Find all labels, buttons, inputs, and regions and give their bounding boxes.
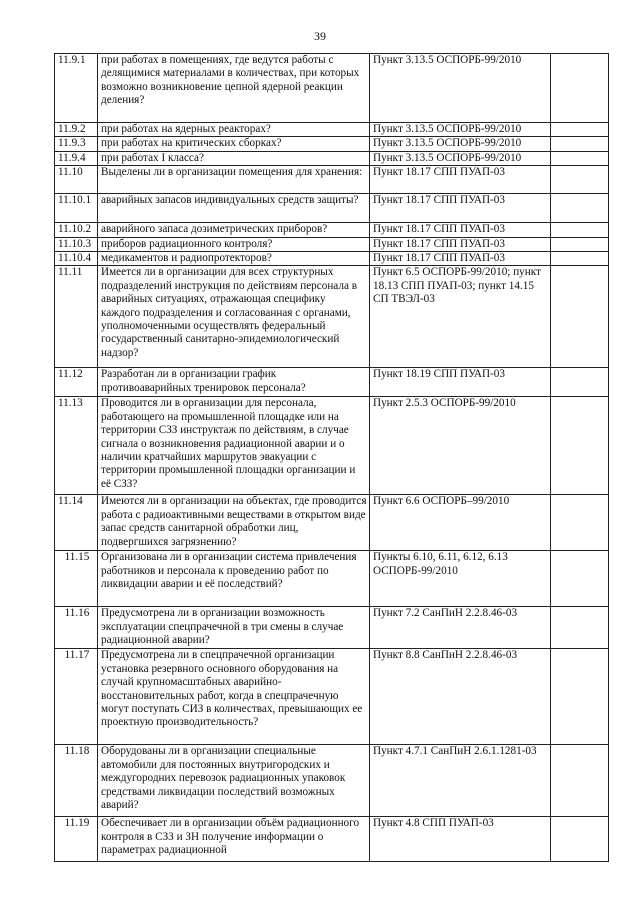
table-row — [55, 649, 609, 745]
table-row — [55, 266, 609, 368]
note-cell — [551, 368, 609, 397]
table-row — [55, 151, 609, 165]
item-number: 11.9.1 — [55, 54, 98, 123]
note-cell — [551, 194, 609, 223]
item-number: 11.10.4 — [55, 252, 98, 266]
item-number: 11.12 — [55, 368, 98, 397]
note-cell — [551, 551, 609, 607]
reference-text: Пункты 6.10, 6.11, 6.12, 6.13 ОСПОРБ-99/2010 — [370, 551, 551, 607]
note-cell — [551, 397, 609, 495]
table-row — [55, 252, 609, 266]
reference-text: Пункт 3.13.5 ОСПОРБ-99/2010 — [370, 151, 551, 165]
question-text: Имеются ли в организации на объектах, где проводится работа с радиоактивными веществами в открытом виде запас средств санитарной обработки лиц, подвергшихся загрязнению? — [98, 495, 370, 551]
note-cell — [551, 817, 609, 862]
reference-text: Пункт 6.6 ОСПОРБ–99/2010 — [370, 495, 551, 551]
note-cell — [551, 649, 609, 745]
reference-text: Пункт 8.8 СанПиН 2.2.8.46-03 — [370, 649, 551, 745]
reference-text: Пункт 18.17 СПП ПУАП-03 — [370, 166, 551, 194]
checklist-table — [54, 53, 609, 862]
question-text: аварийных запасов индивидуальных средств защиты? — [98, 194, 370, 223]
note-cell — [551, 495, 609, 551]
question-text: при работах в помещениях, где ведутся работы с делящимися материалами в количествах, при которых возможно возникновение цепной ядерной реакции деления? — [98, 54, 370, 123]
item-number: 11.11 — [55, 266, 98, 368]
item-number: 11.9.3 — [55, 137, 98, 151]
table-row — [55, 817, 609, 862]
item-number: 11.18 — [55, 745, 98, 817]
note-cell — [551, 151, 609, 165]
note-cell — [551, 137, 609, 151]
note-cell — [551, 223, 609, 237]
item-number: 11.10.3 — [55, 237, 98, 251]
table-row — [55, 166, 609, 194]
question-text: при работах на критических сборках? — [98, 137, 370, 151]
note-cell — [551, 54, 609, 123]
reference-text: Пункт 4.7.1 СанПиН 2.6.1.1281-03 — [370, 745, 551, 817]
question-text: Организована ли в организации система привлечения работников и персонала к проведению работ по ликвидации аварии и её последствий? — [98, 551, 370, 607]
table-row — [55, 54, 609, 123]
question-text: при работах на ядерных реакторах? — [98, 123, 370, 137]
question-text: Предусмотрена ли в спецпрачечной организации установка резервного основного оборудования на случай крупномасштабных аварийно-восстановительных работ, когда в спецпрачечную могут поступать СИЗ в количествах, превышающих ее проектную производительность? — [98, 649, 370, 745]
note-cell — [551, 607, 609, 649]
question-text: Имеется ли в организации для всех структурных подразделений инструкция по действиям персонала в аварийных ситуациях, отражающая специфику каждого подразделения и согласованная с органами, уполномоченными осуществлять федеральный государственный санитарно-эпидемиологический надзор? — [98, 266, 370, 368]
item-number: 11.15 — [55, 551, 98, 607]
page-number: 39 — [314, 29, 326, 43]
question-text: Проводится ли в организации для персонала, работающего на промышленной площадке или на территории СЗЗ инструктаж по действиям, в случае сигнала о возникновения радиационной аварии и о наличии кратчайших маршрутов эвакуации с территории промышленной площадки организации и её СЗЗ? — [98, 397, 370, 495]
table-row — [55, 237, 609, 251]
reference-text: Пункт 18.17 СПП ПУАП-03 — [370, 223, 551, 237]
reference-text: Пункт 4.8 СПП ПУАП-03 — [370, 817, 551, 862]
note-cell — [551, 266, 609, 368]
question-text: Выделены ли в организации помещения для хранения: — [98, 166, 370, 194]
item-number: 11.19 — [55, 817, 98, 862]
note-cell — [551, 166, 609, 194]
question-text: Обеспечивает ли в организации объём радиационного контроля в СЗЗ и ЗН получение информации о параметрах радиационной — [98, 817, 370, 862]
reference-text: Пункт 2.5.3 ОСПОРБ-99/2010 — [370, 397, 551, 495]
item-number: 11.10 — [55, 166, 98, 194]
item-number: 11.13 — [55, 397, 98, 495]
table-row — [55, 194, 609, 223]
reference-text: Пункт 18.19 СПП ПУАП-03 — [370, 368, 551, 397]
reference-text: Пункт 18.17 СПП ПУАП-03 — [370, 194, 551, 223]
table-row — [55, 607, 609, 649]
reference-text: Пункт 18.17 СПП ПУАП-03 — [370, 252, 551, 266]
question-text: приборов радиационного контроля? — [98, 237, 370, 251]
item-number: 11.10.1 — [55, 194, 98, 223]
question-text: Оборудованы ли в организации специальные автомобили для постоянных внутригородских и междугородних перевозок радиационных упаковок средствами ликвидации последствий возможных аварий? — [98, 745, 370, 817]
item-number: 11.16 — [55, 607, 98, 649]
table-row — [55, 745, 609, 817]
item-number: 11.14 — [55, 495, 98, 551]
note-cell — [551, 237, 609, 251]
note-cell — [551, 745, 609, 817]
question-text: аварийного запаса дозиметрических приборов? — [98, 223, 370, 237]
item-number: 11.17 — [55, 649, 98, 745]
table-row — [55, 123, 609, 137]
question-text: Предусмотрена ли в организации возможность эксплуатации спецпрачечной в три смены в случае радиационной аварии? — [98, 607, 370, 649]
reference-text: Пункт 7.2 СанПиН 2.2.8.46-03 — [370, 607, 551, 649]
item-number: 11.9.2 — [55, 123, 98, 137]
reference-text: Пункт 3.13.5 ОСПОРБ-99/2010 — [370, 54, 551, 123]
note-cell — [551, 123, 609, 137]
item-number: 11.10.2 — [55, 223, 98, 237]
table-row — [55, 368, 609, 397]
reference-text: Пункт 3.13.5 ОСПОРБ-99/2010 — [370, 123, 551, 137]
table-row — [55, 551, 609, 607]
table-row — [55, 495, 609, 551]
question-text: медикаментов и радиопротекторов? — [98, 252, 370, 266]
reference-text: Пункт 18.17 СПП ПУАП-03 — [370, 237, 551, 251]
reference-text: Пункт 3.13.5 ОСПОРБ-99/2010 — [370, 137, 551, 151]
question-text: при работах I класса? — [98, 151, 370, 165]
table-row — [55, 397, 609, 495]
table-row — [55, 223, 609, 237]
question-text: Разработан ли в организации график противоаварийных тренировок персонала? — [98, 368, 370, 397]
note-cell — [551, 252, 609, 266]
table-row — [55, 137, 609, 151]
item-number: 11.9.4 — [55, 151, 98, 165]
reference-text: Пункт 6.5 ОСПОРБ-99/2010; пункт 18.13 СПП ПУАП-03; пункт 14.15 СП ТВЭЛ-03 — [370, 266, 551, 368]
